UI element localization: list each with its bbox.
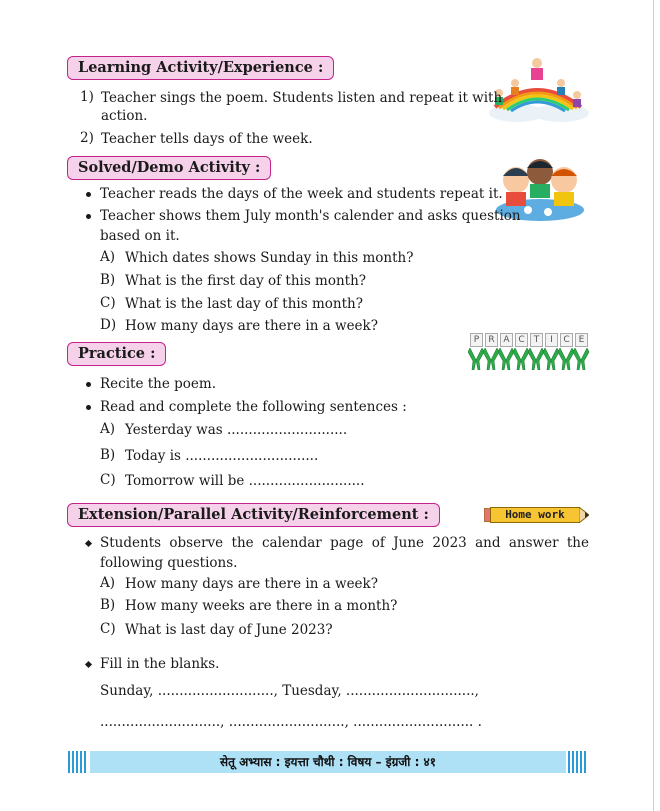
fill-blanks-line: Sunday, ..........................., Tuesday, .............................., [100, 683, 479, 699]
question-text: What is the last day of this month? [125, 296, 363, 312]
footer-stripes [568, 751, 588, 773]
practice-letter: R [485, 333, 498, 347]
practice-letter: A [500, 333, 513, 347]
footer-text: सेतू अभ्यास : इयत्ता चौथी : विषय – इंग्रजी : ४१ [90, 751, 566, 773]
bullet-text: based on it. [100, 228, 180, 244]
sentence-letter: B) [100, 447, 116, 463]
bullet-text: Recite the poem. [100, 376, 216, 392]
list-number: 1) [80, 89, 94, 105]
practice-letter: P [470, 333, 483, 347]
fill-blanks-label: Fill in the blanks. [100, 656, 220, 672]
sentence-letter: A) [100, 421, 116, 437]
practice-letter: I [545, 333, 558, 347]
bullet-text: Read and complete the following sentences : [100, 399, 407, 415]
practice-figures-icon [468, 348, 590, 370]
learning-activity-heading: Learning Activity/Experience : [67, 56, 334, 80]
question-letter: D) [100, 317, 117, 333]
question-letter: A) [100, 249, 116, 265]
question-letter: B) [100, 597, 116, 613]
page-footer [68, 751, 588, 773]
solved-demo-heading: Solved/Demo Activity : [67, 156, 271, 180]
bullet [86, 214, 91, 219]
question-letter: A) [100, 575, 116, 591]
practice-letter: E [575, 333, 588, 347]
question-letter: C) [100, 621, 116, 637]
practice-letter: C [560, 333, 573, 347]
fill-blanks-line: ............................, ..........................., ............................ . [100, 714, 482, 730]
practice-letter: T [530, 333, 543, 347]
bullet-text: Teacher shows them July month's calender and asks question [100, 208, 521, 224]
bullet [86, 382, 91, 387]
practice-heading: Practice : [67, 342, 166, 366]
pencil-tip-icon [579, 507, 589, 523]
sentence-letter: C) [100, 472, 116, 488]
diamond-bullet [85, 661, 92, 668]
question-letter: B) [100, 272, 116, 288]
practice-letter: C [515, 333, 528, 347]
question-letter: C) [100, 295, 116, 311]
question-text: How many days are there in a week? [125, 576, 378, 592]
list-item-text: Teacher sings the poem. Students listen and repeat it with [101, 90, 503, 106]
list-item-text: action. [101, 108, 148, 124]
extension-intro: Students observe the calendar page of June 2023 and answer the following questions. [100, 535, 589, 571]
sentence-text: Today is ............................... [125, 448, 319, 464]
diamond-bullet [85, 540, 92, 547]
homework-badge [484, 507, 588, 523]
homework-label: Home work [490, 507, 580, 523]
question-text: What is the first day of this month? [125, 273, 367, 289]
question-text: What is last day of June 2023? [125, 622, 333, 638]
children-rainbow-illustration [487, 55, 589, 123]
question-text: Which dates shows Sunday in this month? [125, 250, 414, 266]
bullet [86, 192, 91, 197]
sentence-text: Tomorrow will be ........................... [125, 473, 365, 489]
question-text: How many days are there in a week? [125, 318, 378, 334]
bullet [86, 405, 91, 410]
question-text: How many weeks are there in a month? [125, 598, 398, 614]
page-edge [653, 0, 654, 811]
list-number: 2) [80, 130, 94, 146]
bullet-text: Teacher reads the days of the week and students repeat it. [100, 186, 503, 202]
list-item-text: Teacher tells days of the week. [101, 131, 313, 147]
footer-stripes [68, 751, 88, 773]
extension-heading: Extension/Parallel Activity/Reinforcement : [67, 503, 440, 527]
sentence-text: Yesterday was ............................ [125, 422, 348, 438]
